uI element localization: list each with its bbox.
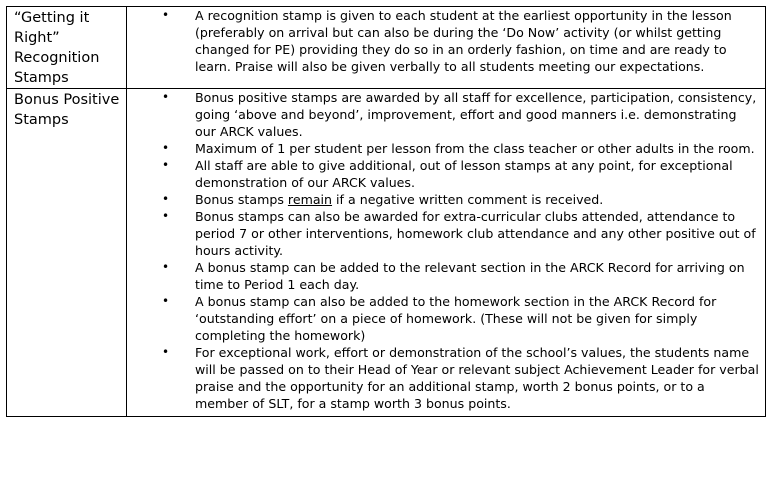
list-item: • Bonus positive stamps are awarded by all staff for excellence, participation, consistency, going ‘above and beyond’, improvement, effort and good manners i.e. demonstrating our ARCK values. — [162, 90, 757, 139]
list-item: • Maximum of 1 per student per lesson from the class teacher or other adults in the room. — [162, 141, 755, 156]
list-item: • All staff are able to give additional, out of lesson stamps at any point, for exceptional demonstration of our ARCK values. — [162, 158, 733, 190]
list-item: • For exceptional work, effort or demonstration of the school’s values, the students name will be passed on to their Head of Year or relevant subject Achievement Leader for verbal praise and the opportunity for an additional stamp, worth 2 bonus points, or to a member of SLT, for a stamp worth 3 bonus points. — [162, 345, 759, 411]
table-row — [7, 7, 766, 89]
row-label-bonus-positive-stamps: Bonus Positive Stamps — [7, 89, 127, 417]
stamps-policy-table — [6, 6, 766, 417]
list-item: • A bonus stamp can also be added to the homework section in the ARCK Record for ‘outstanding effort’ on a piece of homework. (These will not be given for simply completing the homework) — [162, 294, 717, 343]
row-content-recognition-stamps — [127, 7, 766, 89]
bullet-icon: • — [162, 192, 170, 206]
bullet-icon: • — [162, 260, 170, 274]
bullet-list — [127, 7, 761, 75]
list-item: • Bonus stamps can also be awarded for extra-curricular clubs attended, attendance to period 7 or other interventions, homework club attendance and any other positive out of hours activity. — [162, 209, 756, 258]
row-label-recognition-stamps: “Getting it Right” Recognition Stamps — [7, 7, 127, 89]
underlined-word: remain — [287, 192, 333, 207]
table-row — [7, 89, 766, 417]
bullet-icon: • — [162, 294, 170, 308]
bullet-icon: • — [162, 90, 170, 104]
list-item: • A recognition stamp is given to each student at the earliest opportunity in the lesson (preferably on arrival but can also be during the ‘Do Now’ activity (or whilst getting changed for PE) providing they do so in an orderly fashion, on time and are ready to learn. Praise will also be given verbally to all students meeting our expectations. — [162, 8, 732, 74]
bullet-icon: • — [162, 345, 170, 359]
row-content-bonus-positive-stamps — [127, 89, 766, 417]
bullet-icon: • — [162, 141, 170, 155]
bullet-icon: • — [162, 8, 170, 22]
list-item: • A bonus stamp can be added to the relevant section in the ARCK Record for arriving on time to Period 1 each day. — [162, 260, 745, 292]
bullet-icon: • — [162, 209, 170, 223]
bullet-list — [127, 89, 761, 412]
list-item: • Bonus stamps remain if a negative written comment is received. — [162, 192, 604, 207]
bullet-icon: • — [162, 158, 170, 172]
